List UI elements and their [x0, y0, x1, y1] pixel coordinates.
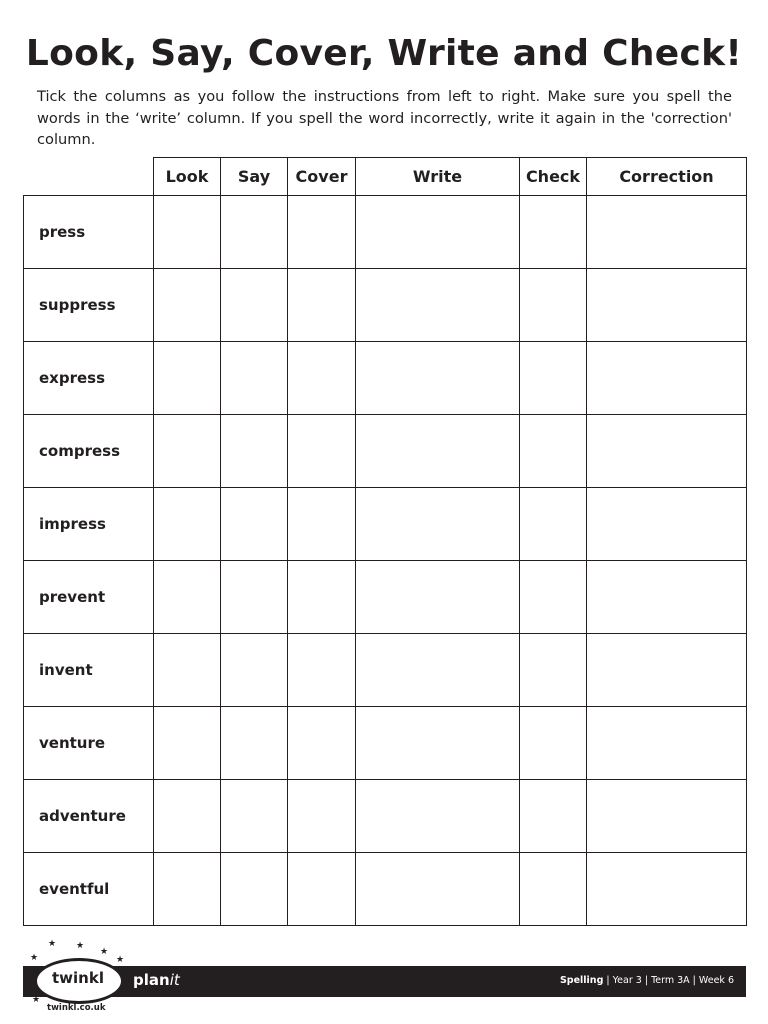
table-row	[24, 342, 747, 415]
say-cell	[221, 561, 288, 634]
correction-cell	[587, 707, 747, 780]
logo-text: twinkl	[52, 969, 104, 987]
correction-cell	[587, 488, 747, 561]
write-cell	[356, 780, 520, 853]
spelling-table	[23, 157, 747, 926]
table-row	[24, 780, 747, 853]
cover-cell	[288, 342, 356, 415]
spelling-word: eventful	[24, 853, 154, 926]
cover-cell	[288, 707, 356, 780]
footer-term: Term 3A	[651, 975, 690, 986]
cover-cell	[288, 488, 356, 561]
star-icon: ★	[32, 995, 41, 1005]
check-cell	[520, 561, 587, 634]
say-cell	[221, 415, 288, 488]
look-cell	[154, 707, 221, 780]
look-cell	[154, 196, 221, 269]
cover-cell	[288, 196, 356, 269]
cover-cell	[288, 780, 356, 853]
spelling-word: venture	[24, 707, 154, 780]
check-cell	[520, 780, 587, 853]
correction-cell	[587, 561, 747, 634]
cover-cell	[288, 634, 356, 707]
cover-cell	[288, 415, 356, 488]
footer-week: Week 6	[698, 975, 734, 986]
correction-cell	[587, 269, 747, 342]
say-cell	[221, 853, 288, 926]
cover-cell	[288, 269, 356, 342]
table-row	[24, 707, 747, 780]
say-cell	[221, 634, 288, 707]
check-cell	[520, 415, 587, 488]
look-cell	[154, 488, 221, 561]
look-cell	[154, 415, 221, 488]
check-cell	[520, 342, 587, 415]
correction-cell	[587, 780, 747, 853]
correction-cell	[587, 415, 747, 488]
correction-cell	[587, 853, 747, 926]
spelling-word: adventure	[24, 780, 154, 853]
write-cell	[356, 269, 520, 342]
spelling-word: compress	[24, 415, 154, 488]
correction-cell	[587, 342, 747, 415]
check-cell	[520, 853, 587, 926]
header-write: Write	[356, 158, 520, 196]
check-cell	[520, 196, 587, 269]
look-cell	[154, 634, 221, 707]
look-cell	[154, 561, 221, 634]
footer-separator: |	[641, 975, 652, 986]
table-row	[24, 269, 747, 342]
check-cell	[520, 488, 587, 561]
spelling-word: express	[24, 342, 154, 415]
star-icon: ★	[30, 953, 39, 963]
planit-it: it	[169, 971, 180, 989]
write-cell	[356, 561, 520, 634]
page-title: Look, Say, Cover, Write and Check!	[25, 33, 743, 74]
say-cell	[221, 707, 288, 780]
say-cell	[221, 780, 288, 853]
header-blank-cell	[24, 158, 154, 196]
write-cell	[356, 415, 520, 488]
instructions-text: Tick the columns as you follow the instructions from left to right. Make sure you spell the words in the ‘write’ column. If you spell the word incorrectly, write it again in the 'correction' column.	[37, 88, 732, 148]
footer-year: Year 3	[612, 975, 642, 986]
say-cell	[221, 488, 288, 561]
write-cell	[356, 707, 520, 780]
spelling-word: invent	[24, 634, 154, 707]
write-cell	[356, 196, 520, 269]
say-cell	[221, 269, 288, 342]
write-cell	[356, 853, 520, 926]
spelling-word: impress	[24, 488, 154, 561]
table-row	[24, 488, 747, 561]
check-cell	[520, 634, 587, 707]
spelling-word: prevent	[24, 561, 154, 634]
footer-separator: |	[603, 975, 613, 986]
check-cell	[520, 707, 587, 780]
table-row	[24, 196, 747, 269]
star-icon: ★	[100, 947, 109, 957]
look-cell	[154, 780, 221, 853]
star-icon: ★	[76, 941, 85, 951]
cover-cell	[288, 561, 356, 634]
table-row	[24, 415, 747, 488]
twinkl-logo	[30, 940, 130, 1020]
table-header-row	[24, 158, 747, 196]
footer-separator: |	[689, 975, 699, 986]
planit-brand	[133, 971, 180, 989]
table-row	[24, 561, 747, 634]
look-cell	[154, 853, 221, 926]
write-cell	[356, 634, 520, 707]
spelling-word: suppress	[24, 269, 154, 342]
look-cell	[154, 269, 221, 342]
spelling-word: press	[24, 196, 154, 269]
star-icon: ★	[48, 939, 57, 949]
check-cell	[520, 269, 587, 342]
look-cell	[154, 342, 221, 415]
write-cell	[356, 488, 520, 561]
footer-subject: Spelling	[559, 975, 604, 986]
table-row	[24, 853, 747, 926]
header-cover: Cover	[288, 158, 356, 196]
footer-info	[560, 975, 734, 986]
header-correction: Correction	[587, 158, 747, 196]
star-icon: ★	[116, 955, 125, 965]
say-cell	[221, 196, 288, 269]
cover-cell	[288, 853, 356, 926]
correction-cell	[587, 634, 747, 707]
header-say: Say	[221, 158, 288, 196]
logo-url: twinkl.co.uk	[47, 1003, 106, 1013]
table-row	[24, 634, 747, 707]
header-check: Check	[520, 158, 587, 196]
write-cell	[356, 342, 520, 415]
planit-plan: plan	[133, 971, 170, 989]
say-cell	[221, 342, 288, 415]
correction-cell	[587, 196, 747, 269]
header-look: Look	[154, 158, 221, 196]
